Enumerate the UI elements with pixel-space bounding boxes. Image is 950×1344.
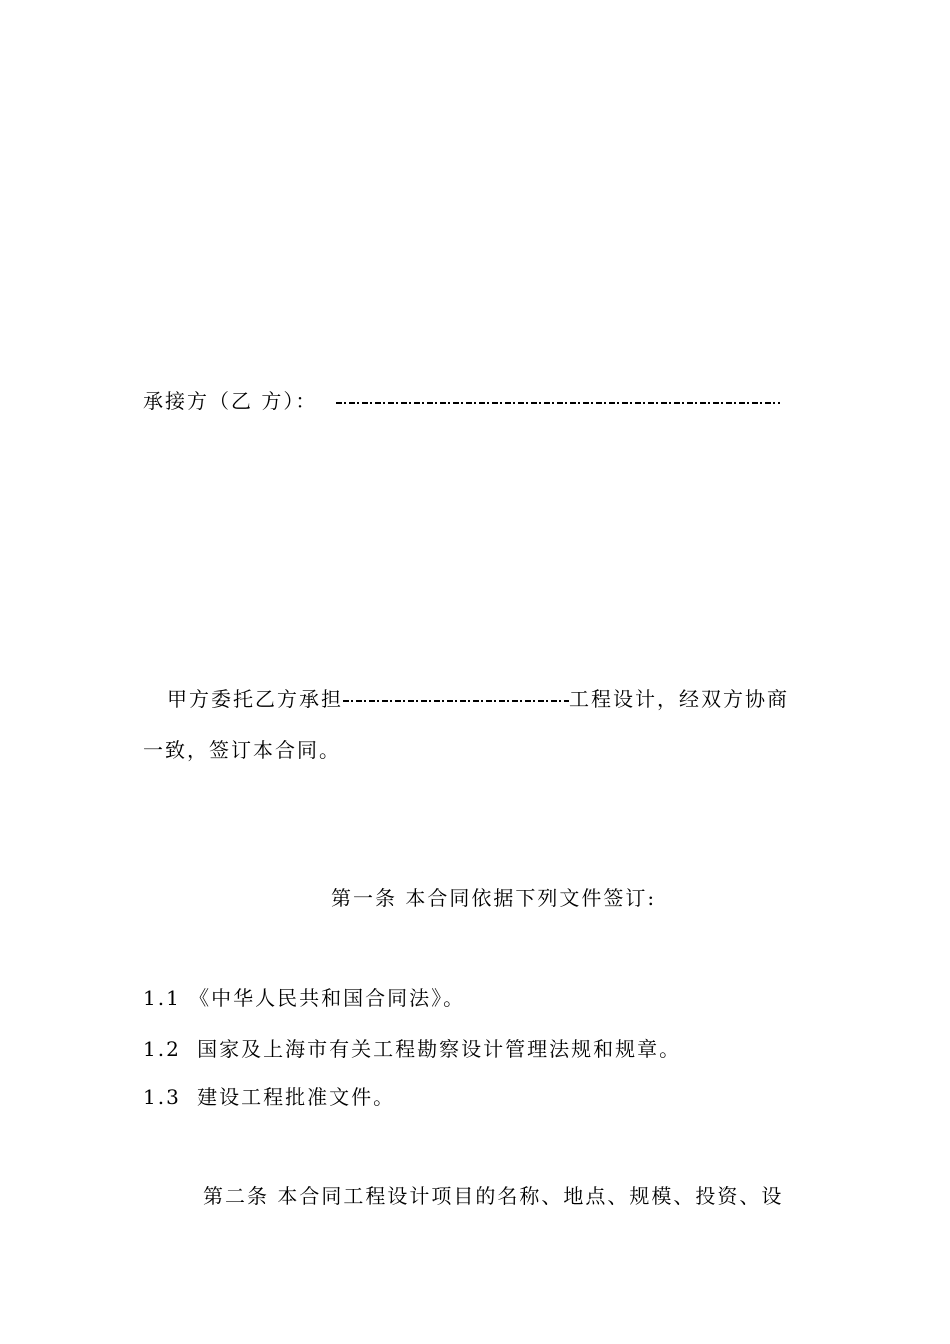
article-1-item-2	[143, 1035, 681, 1063]
project-name-blank	[343, 700, 569, 702]
item-number: 1.3	[143, 1085, 181, 1109]
article-1-title: 第一条 本合同依据下列文件签订:	[331, 886, 657, 910]
item-text: 国家及上海市有关工程勘察设计管理法规和规章。	[197, 1037, 682, 1061]
intro-line-1	[167, 685, 789, 713]
intro-line-2: 一致，签订本合同。	[143, 738, 341, 762]
article-1-item-3	[143, 1083, 395, 1111]
intro-text-end: 工程设计，经双方协商	[569, 687, 789, 711]
contractor-label: 承接方（乙 方）：	[143, 389, 318, 413]
item-text: 建设工程批准文件。	[197, 1085, 396, 1109]
article-2-title: 第二条 本合同工程设计项目的名称、地点、规模、投资、设	[203, 1184, 784, 1208]
item-number: 1.1	[143, 986, 181, 1010]
intro-text-start: 甲方委托乙方承担	[167, 687, 343, 711]
contractor-blank	[336, 402, 780, 404]
item-text: 《中华人民共和国合同法》。	[189, 986, 466, 1010]
item-number: 1.2	[143, 1037, 181, 1061]
article-1-item-1	[143, 984, 465, 1012]
contractor-line	[143, 387, 780, 415]
